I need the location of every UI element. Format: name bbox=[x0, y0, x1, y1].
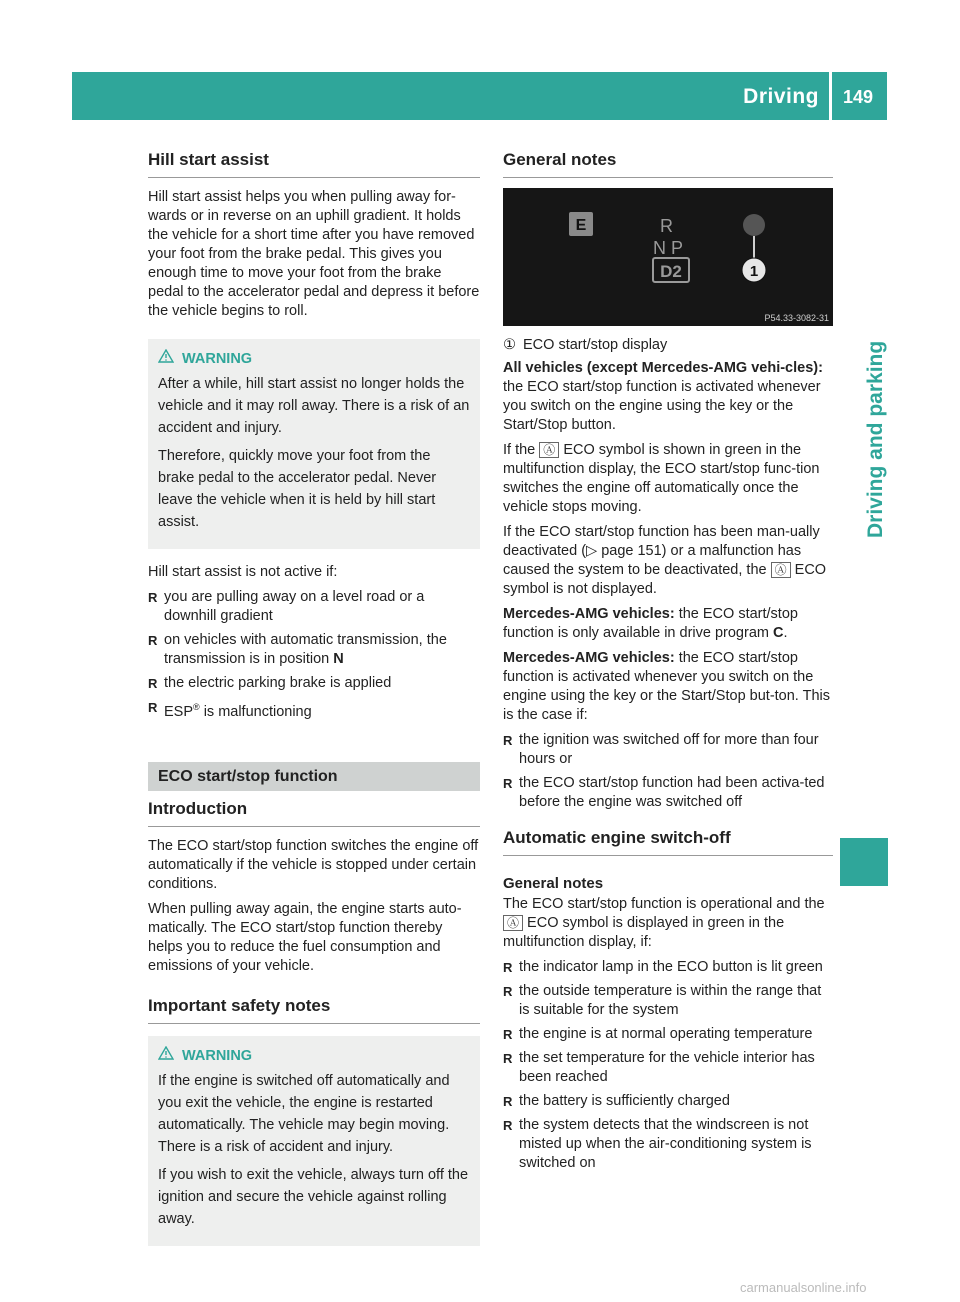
eco-symbol-icon: Ⓐ bbox=[771, 562, 791, 578]
list-item: R the ECO start/stop function had been activa-ted before the engine was switched off bbox=[503, 775, 825, 810]
warning-title: WARNING bbox=[158, 349, 470, 369]
watermark: carmanualsonline.info bbox=[740, 1280, 867, 1295]
list-item: R the indicator lamp in the ECO button is lit green bbox=[503, 959, 823, 975]
list-item: R the engine is at normal operating temperature bbox=[503, 1026, 813, 1042]
warning-triangle-icon bbox=[158, 349, 176, 369]
list-item: R the outside temperature is within the range that is suitable for the system bbox=[503, 983, 822, 1018]
eco-display-image bbox=[503, 188, 833, 326]
introduction-heading: Introduction bbox=[148, 799, 480, 827]
list-item: R on vehicles with automatic transmission, the transmission is in position N bbox=[148, 632, 447, 667]
header-title: Driving bbox=[743, 85, 819, 108]
warning-box-1 bbox=[148, 339, 480, 549]
list-item: R the ignition was switched off for more than four hours or bbox=[503, 732, 819, 767]
warning-triangle-icon bbox=[158, 1046, 176, 1066]
list-item: R the system detects that the windscreen is not misted up when the air-conditioning system is switched on bbox=[503, 1117, 812, 1171]
general-notes-heading: General notes bbox=[503, 150, 833, 178]
eco-symbol-icon: Ⓐ bbox=[503, 915, 523, 931]
legend: ① ECO start/stop display bbox=[503, 337, 668, 353]
warning-text: Therefore, quickly move your foot from the brake pedal to the accelerator pedal. Never leave the vehicle when it is held by hill start assist. bbox=[158, 448, 437, 530]
intro-text: When pulling away again, the engine starts auto-matically. The ECO start/stop function thereby helps you to reduce the fuel consumption and emissions of your vehicle. bbox=[148, 900, 462, 974]
amg-text-1: Mercedes-AMG vehicles: the ECO start/stop function is only available in drive program C. bbox=[503, 606, 798, 641]
eco-symbol-icon: Ⓐ bbox=[539, 442, 559, 458]
operational-conditions-list bbox=[503, 958, 833, 1173]
not-active-label: Hill start assist is not active if: bbox=[148, 564, 338, 580]
hill-start-heading: Hill start assist bbox=[148, 150, 480, 178]
warning-title: WARNING bbox=[158, 1046, 470, 1066]
amg-conditions-list bbox=[503, 731, 833, 812]
display-r: R bbox=[660, 216, 673, 236]
display-e: E bbox=[575, 217, 587, 234]
hill-start-intro: Hill start assist helps you when pulling away for-wards or in reverse on an uphill gradient. It holds the vehicle for a short time after you have removed your foot from the brake pedal. This gives you enough time to move your foot from the brake pedal to the accelerator pedal and depress it before the vehicle begins to roll. bbox=[148, 189, 480, 319]
header-separator bbox=[829, 72, 832, 120]
side-tab-label: Driving and parking bbox=[864, 340, 887, 538]
list-item: R you are pulling away on a level road or a downhill gradient bbox=[148, 589, 425, 624]
list-item: R the set temperature for the vehicle interior has been reached bbox=[503, 1050, 815, 1085]
display-np: N P bbox=[653, 238, 684, 258]
not-active-list bbox=[148, 588, 480, 722]
right-column bbox=[503, 150, 833, 1178]
list-item: R the electric parking brake is applied bbox=[148, 675, 392, 691]
page-header bbox=[72, 72, 887, 120]
list-item: R the battery is sufficiently charged bbox=[503, 1093, 730, 1109]
list-item: R ESP® is malfunctioning bbox=[148, 700, 312, 720]
left-column bbox=[148, 150, 480, 1260]
warning-text: After a while, hill start assist no longer holds the vehicle and it may roll away. There is a risk of an accident and injury. bbox=[158, 376, 470, 436]
operational-text: The ECO start/stop function is operational and the Ⓐ ECO symbol is displayed in green in the multifunction display, if: bbox=[503, 896, 825, 950]
warning-box-2 bbox=[148, 1036, 480, 1246]
display-marker: 1 bbox=[749, 263, 759, 280]
green-symbol-text: If the Ⓐ ECO symbol is shown in green in the multifunction display, the ECO start/stop func-tion switches the engine off automatically once the vehicle stops moving. bbox=[503, 442, 820, 515]
amg-text-2: Mercedes-AMG vehicles: the ECO start/stop function is activated whenever you switch on the engine using the key or the Start/Stop but-ton. This is the case if: bbox=[503, 650, 830, 723]
side-tab bbox=[840, 300, 888, 550]
warning-text: If the engine is switched off automatically and you exit the vehicle, the engine is restarted automatically. The vehicle may begin moving. There is a risk of accident and injury. bbox=[158, 1072, 450, 1155]
side-marker bbox=[840, 838, 888, 886]
manual-deactivated-text: If the ECO start/stop function has been man-ually deactivated (▷ page 151) or a malfunction has caused the system to be deactivated, the Ⓐ ECO symbol is not displayed. bbox=[503, 524, 827, 597]
eco-section-band: ECO start/stop function bbox=[148, 762, 480, 791]
display-d2: D2 bbox=[660, 262, 682, 281]
warning-text: If you wish to exit the vehicle, always turn off the ignition and secure the vehicle against rolling away. bbox=[158, 1166, 469, 1227]
all-vehicles-text: All vehicles (except Mercedes-AMG vehi-cles): the ECO start/stop function is activated whenever you switch on the engine using the key or the Start/Stop button. bbox=[503, 360, 823, 433]
intro-text: The ECO start/stop function switches the engine off automatically if the vehicle is stopped under certain conditions. bbox=[148, 837, 479, 892]
page-number: 149 bbox=[843, 87, 874, 107]
auto-switch-off-heading: Automatic engine switch-off bbox=[503, 828, 833, 856]
safety-heading: Important safety notes bbox=[148, 996, 480, 1024]
image-code: P54.33-3082-31 bbox=[764, 313, 829, 323]
general-notes-subheading: General notes bbox=[503, 875, 604, 892]
